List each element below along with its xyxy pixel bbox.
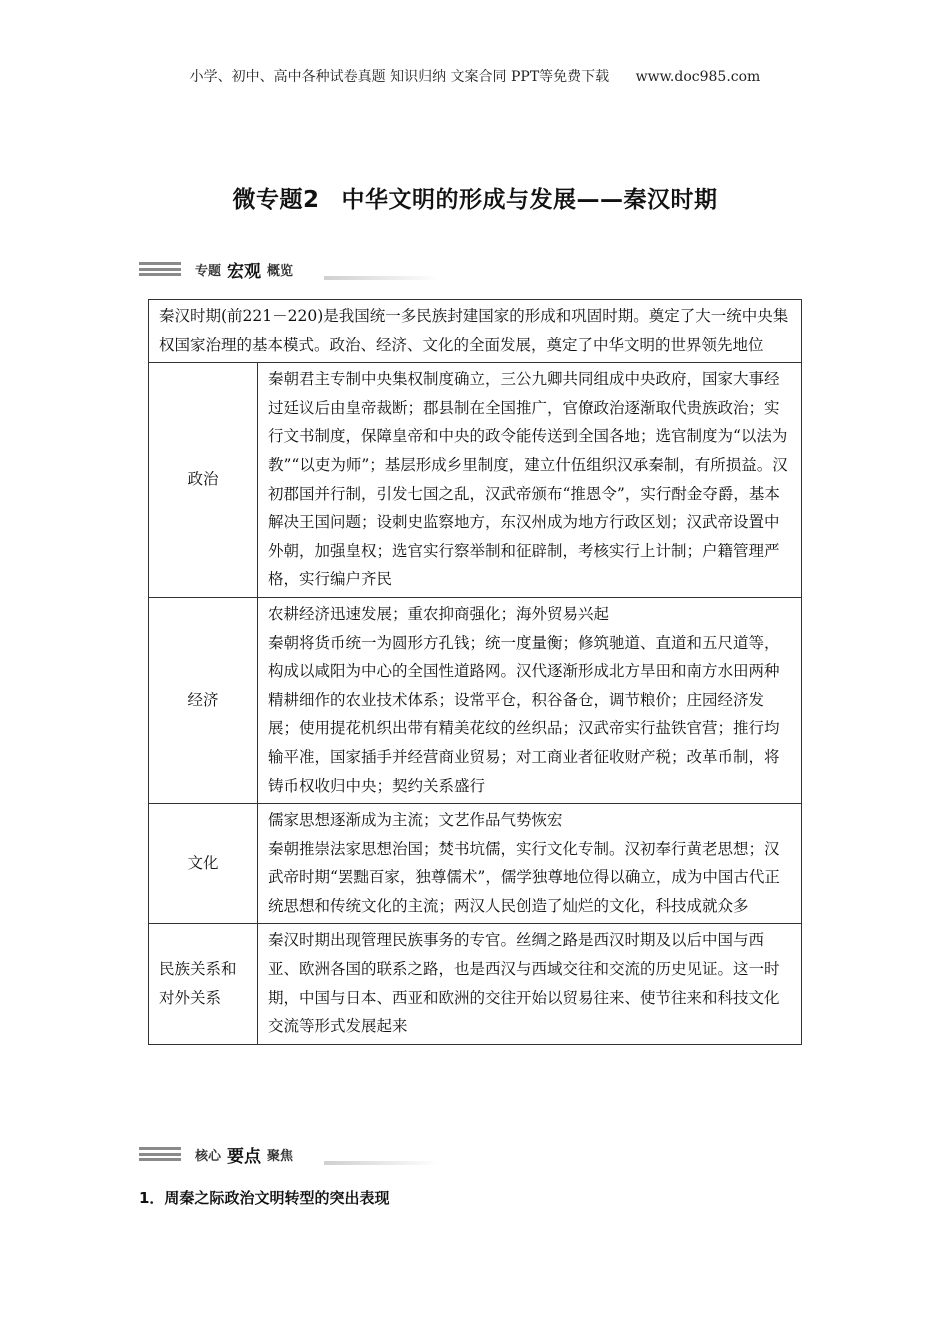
- point-heading-1: 1．周秦之际政治文明转型的突出表现: [139, 1189, 390, 1207]
- table-row: [149, 924, 802, 1044]
- row-label-relations: 民族关系和对外关系: [149, 924, 258, 1044]
- row-content-culture: [258, 804, 802, 924]
- table-intro-cell: 秦汉时期(前221－220)是我国统一多民族封建国家的形成和巩固时期。奠定了大一统中央集权国家治理的基本模式。政治、经济、文化的全面发展，奠定了中华文明的世界领先地位: [149, 300, 802, 363]
- header-site[interactable]: www.doc985.com: [635, 69, 761, 85]
- banner-suffix: 概览: [267, 263, 294, 279]
- table-row: [149, 363, 802, 598]
- content-line: 秦朝君主专制中央集权制度确立，三公九卿共同组成中央政府，国家大事经过廷议后由皇帝裁断；郡县制在全国推广，官僚政治逐渐取代贵族政治；实行文书制度，保障皇帝和中央的政令能传送到全国各地；选官制度为“以法为教”“以吏为师”；基层形成乡里制度，建立什伍组织汉承秦制，有所损益。汉初郡国并行制，引发七国之乱，汉武帝颁布“推恩令”，实行酎金夺爵，基本解决王国问题；设刺史监察地方，东汉州成为地方行政区划；汉武帝设置中外朝，加强皇权；选官实行察举制和征辟制，考核实行上计制；户籍管理严格，实行编户齐民: [268, 370, 788, 589]
- banner-main: 宏观: [227, 261, 262, 282]
- banner-underline: [324, 276, 439, 280]
- row-content-politics: [258, 363, 802, 598]
- title-text: 中华文明的形成与发展——秦汉时期: [341, 187, 718, 213]
- banner-underline: [324, 1161, 439, 1165]
- content-line: 秦朝将货币统一为圆形方孔钱；统一度量衡；修筑驰道、直道和五尺道等，构成以咸阳为中心的全国性道路网。汉代逐渐形成北方旱田和南方水田两种精耕细作的农业技术体系；设常平仓，积谷备仓，调节粮价；庄园经济发展；使用提花机织出带有精美花纹的丝织品；汉武帝实行盐铁官营；推行均输平准，国家插手并经营商业贸易；对工商业者征收财产税；改革币制，将铸币权收归中央；契约关系盛行: [268, 633, 780, 795]
- table-row: [149, 597, 802, 803]
- row-label-culture: 文化: [149, 804, 258, 924]
- page-title: [0, 181, 950, 214]
- banner-bars-icon: [139, 262, 181, 276]
- banner-bars-icon: [139, 1147, 181, 1161]
- content-line: 秦朝推崇法家思想治国；焚书坑儒，实行文化专制。汉初奉行黄老思想；汉武帝时期“罢黜百家，独尊儒术”，儒学独尊地位得以确立，成为中国古代正统思想和传统文化的主流；两汉人民创造了灿烂的文化，科技成就众多: [268, 839, 780, 915]
- table-row: [149, 804, 802, 924]
- banner-prefix: 专题: [195, 263, 222, 279]
- banner-main: 要点: [227, 1146, 262, 1167]
- content-line: 儒家思想逐渐成为主流；文艺作品气势恢宏: [268, 811, 563, 830]
- page-header: [0, 66, 950, 86]
- banner-suffix: 聚焦: [267, 1148, 294, 1164]
- section-banner-overview: [139, 258, 439, 280]
- content-line: 秦汉时期出现管理民族事务的专官。丝绸之路是西汉时期及以后中国与西亚、欧洲各国的联系之路，也是西汉与西域交往和交流的历史见证。这一时期，中国与日本、西亚和欧洲的交往开始以贸易往来、使节往来和科技文化交流等形式发展起来: [268, 931, 780, 1036]
- row-label-politics: 政治: [149, 363, 258, 598]
- row-content-relations: [258, 924, 802, 1044]
- overview-table: [148, 299, 802, 1045]
- banner-prefix: 核心: [195, 1148, 222, 1164]
- table-row-intro: [149, 300, 802, 363]
- row-label-economy: 经济: [149, 597, 258, 803]
- section-banner-core: [139, 1143, 439, 1165]
- title-number: 微专题2: [232, 187, 320, 213]
- row-content-economy: [258, 597, 802, 803]
- header-text: 小学、初中、高中各种试卷真题 知识归纳 文案合同 PPT等免费下载: [189, 69, 610, 85]
- content-line: 农耕经济迅速发展；重农抑商强化；海外贸易兴起: [268, 604, 610, 623]
